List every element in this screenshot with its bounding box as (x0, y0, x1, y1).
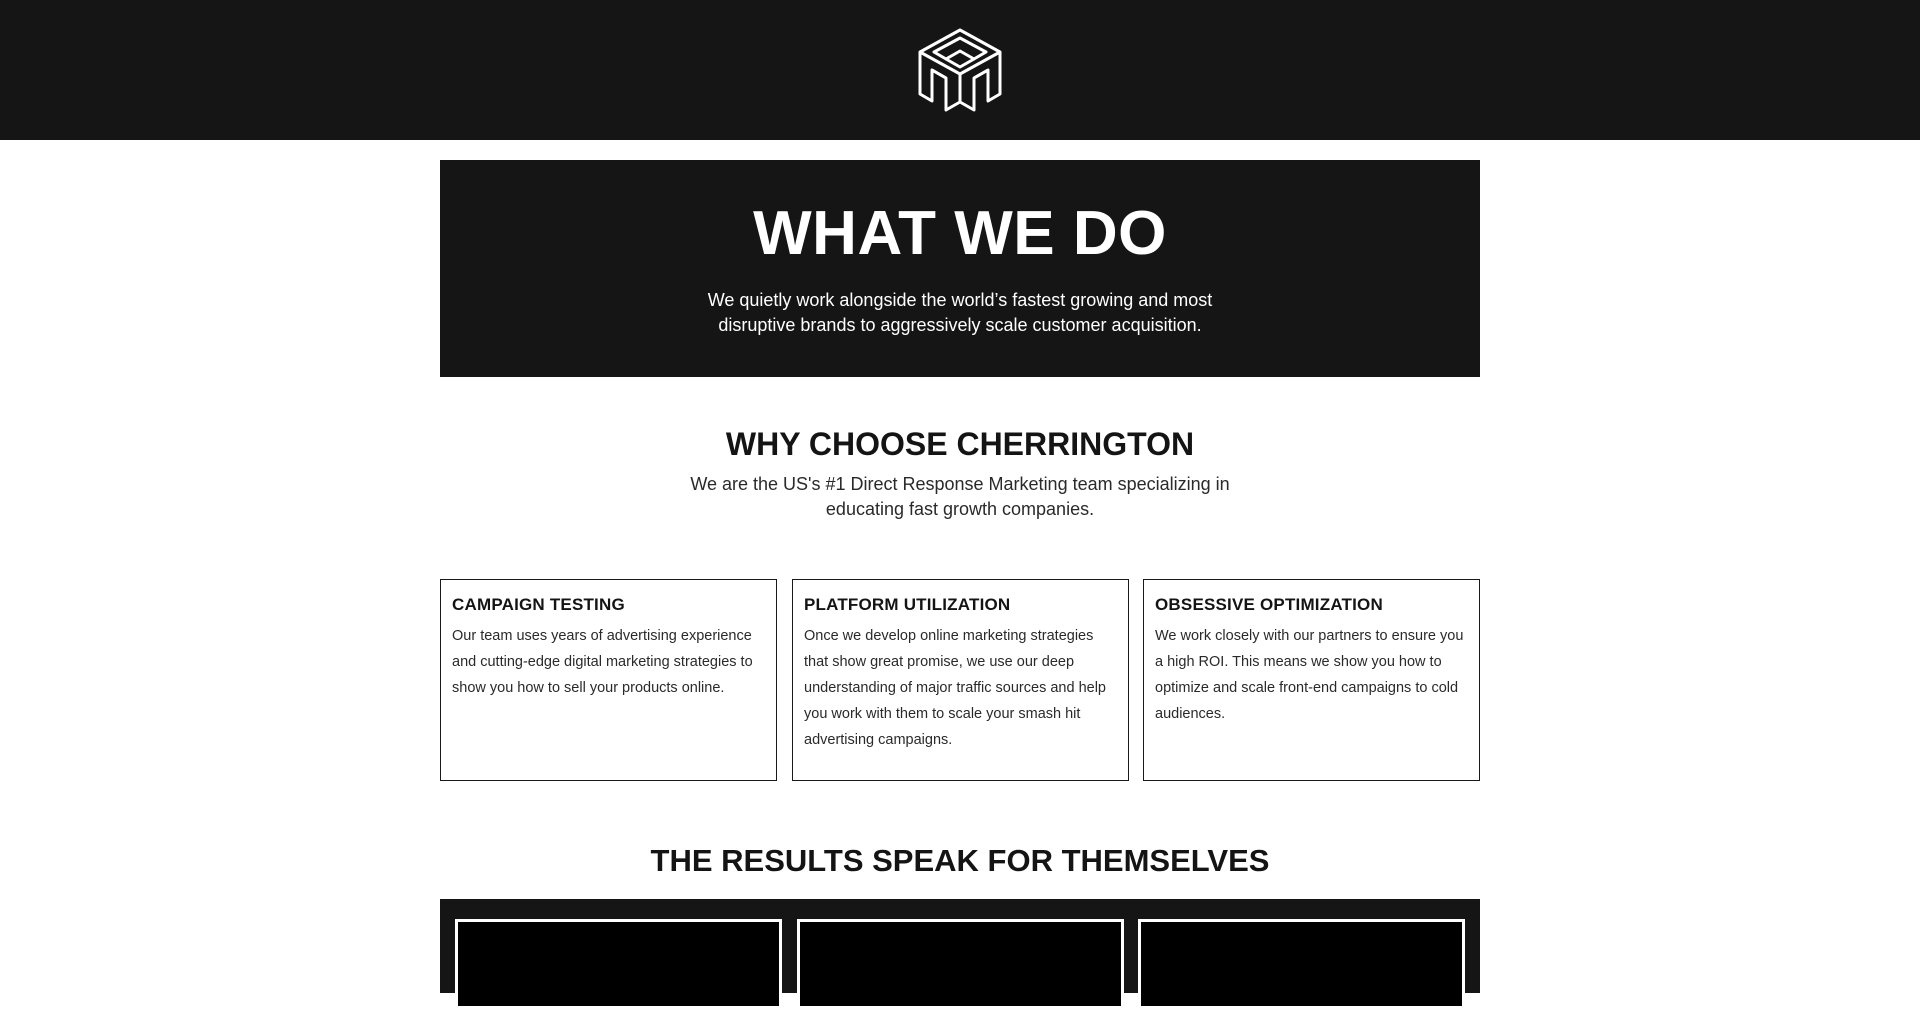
site-header (0, 0, 1920, 140)
card-obsessive-optimization (1143, 579, 1480, 781)
card-body: Once we develop online marketing strategies that show great promise, we use our deep understanding of major traffic sources and help you work with them to scale your smash hit advertising campaigns. (804, 628, 1106, 748)
results-panel (440, 899, 1480, 993)
what-we-do-hero (440, 160, 1480, 377)
hero-title: WHAT WE DO (753, 199, 1167, 268)
card-title: OBSESSIVE OPTIMIZATION (1155, 595, 1383, 614)
hero-subtitle: We quietly work alongside the world’s fastest growing and most disruptive brands to aggressively scale customer acquisition. (707, 290, 1213, 335)
card-body: We work closely with our partners to ensure you a high ROI. This means we show you how to optimize and scale front-end campaigns to cold audiences. (1155, 628, 1464, 722)
card-body: Our team uses years of advertising experience and cutting-edge digital marketing strategies to show you how to sell your products online. (452, 628, 753, 696)
why-choose-subtitle: We are the US's #1 Direct Response Marketing team specializing in educating fast growth companies. (690, 474, 1230, 519)
result-video-3[interactable] (1138, 919, 1465, 1009)
result-video-1[interactable] (455, 919, 782, 1009)
card-title: CAMPAIGN TESTING (452, 595, 625, 614)
why-choose-title: WHY CHOOSE CHERRINGTON (725, 426, 1195, 462)
result-video-2[interactable] (797, 919, 1124, 1009)
card-campaign-testing (440, 579, 777, 781)
cube-m-logo-icon[interactable] (917, 28, 1003, 112)
card-title: PLATFORM UTILIZATION (804, 595, 1011, 614)
results-title: THE RESULTS SPEAK FOR THEMSELVES (650, 843, 1270, 878)
card-platform-utilization (792, 579, 1129, 781)
